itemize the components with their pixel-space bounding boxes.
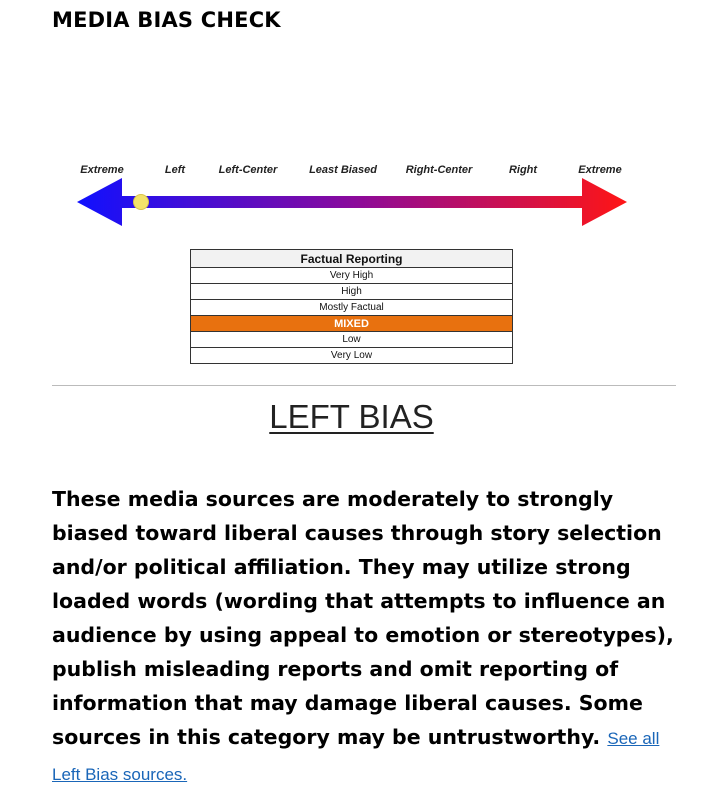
factual-row-mostly-factual: Mostly Factual	[191, 300, 513, 316]
factual-row-high: High	[191, 284, 513, 300]
factual-row-mixed: MIXED	[191, 316, 513, 332]
bias-scale-graphic	[70, 160, 635, 235]
scale-label-extreme-right: Extreme	[578, 164, 622, 176]
factual-reporting-header: Factual Reporting	[191, 250, 513, 268]
bias-marker	[134, 195, 149, 210]
factual-reporting-table	[190, 249, 513, 364]
scale-label-extreme-left: Extreme	[80, 164, 124, 176]
category-description-text: These media sources are moderately to strongly biased toward liberal causes through story selection and/or political affiliation. They may utilize strong loaded words (wording that attempts to influence an audience by using appeal to emotion or stereotypes), publish misleading reports and omit reporting of information that may damage liberal causes. Some sources in this category may be untrustworthy.	[52, 487, 674, 749]
see-all-sources-link[interactable]: See all Left Bias sources.	[52, 729, 660, 784]
scale-label-least-biased: Least Biased	[309, 164, 377, 176]
divider	[52, 385, 676, 386]
factual-row-very-high: Very High	[191, 268, 513, 284]
site-title: MEDIA BIAS CHECK	[52, 8, 281, 32]
factual-row-low: Low	[191, 332, 513, 348]
category-description	[52, 482, 682, 792]
scale-label-left: Left	[164, 164, 186, 176]
bias-arrow-shape	[77, 178, 627, 226]
category-title: LEFT BIAS	[269, 398, 434, 435]
scale-label-right-center: Right-Center	[405, 164, 473, 176]
scale-label-left-center: Left-Center	[218, 164, 278, 176]
factual-row-very-low: Very Low	[191, 348, 513, 364]
scale-label-right: Right	[508, 164, 538, 176]
bias-arrow	[70, 160, 635, 235]
